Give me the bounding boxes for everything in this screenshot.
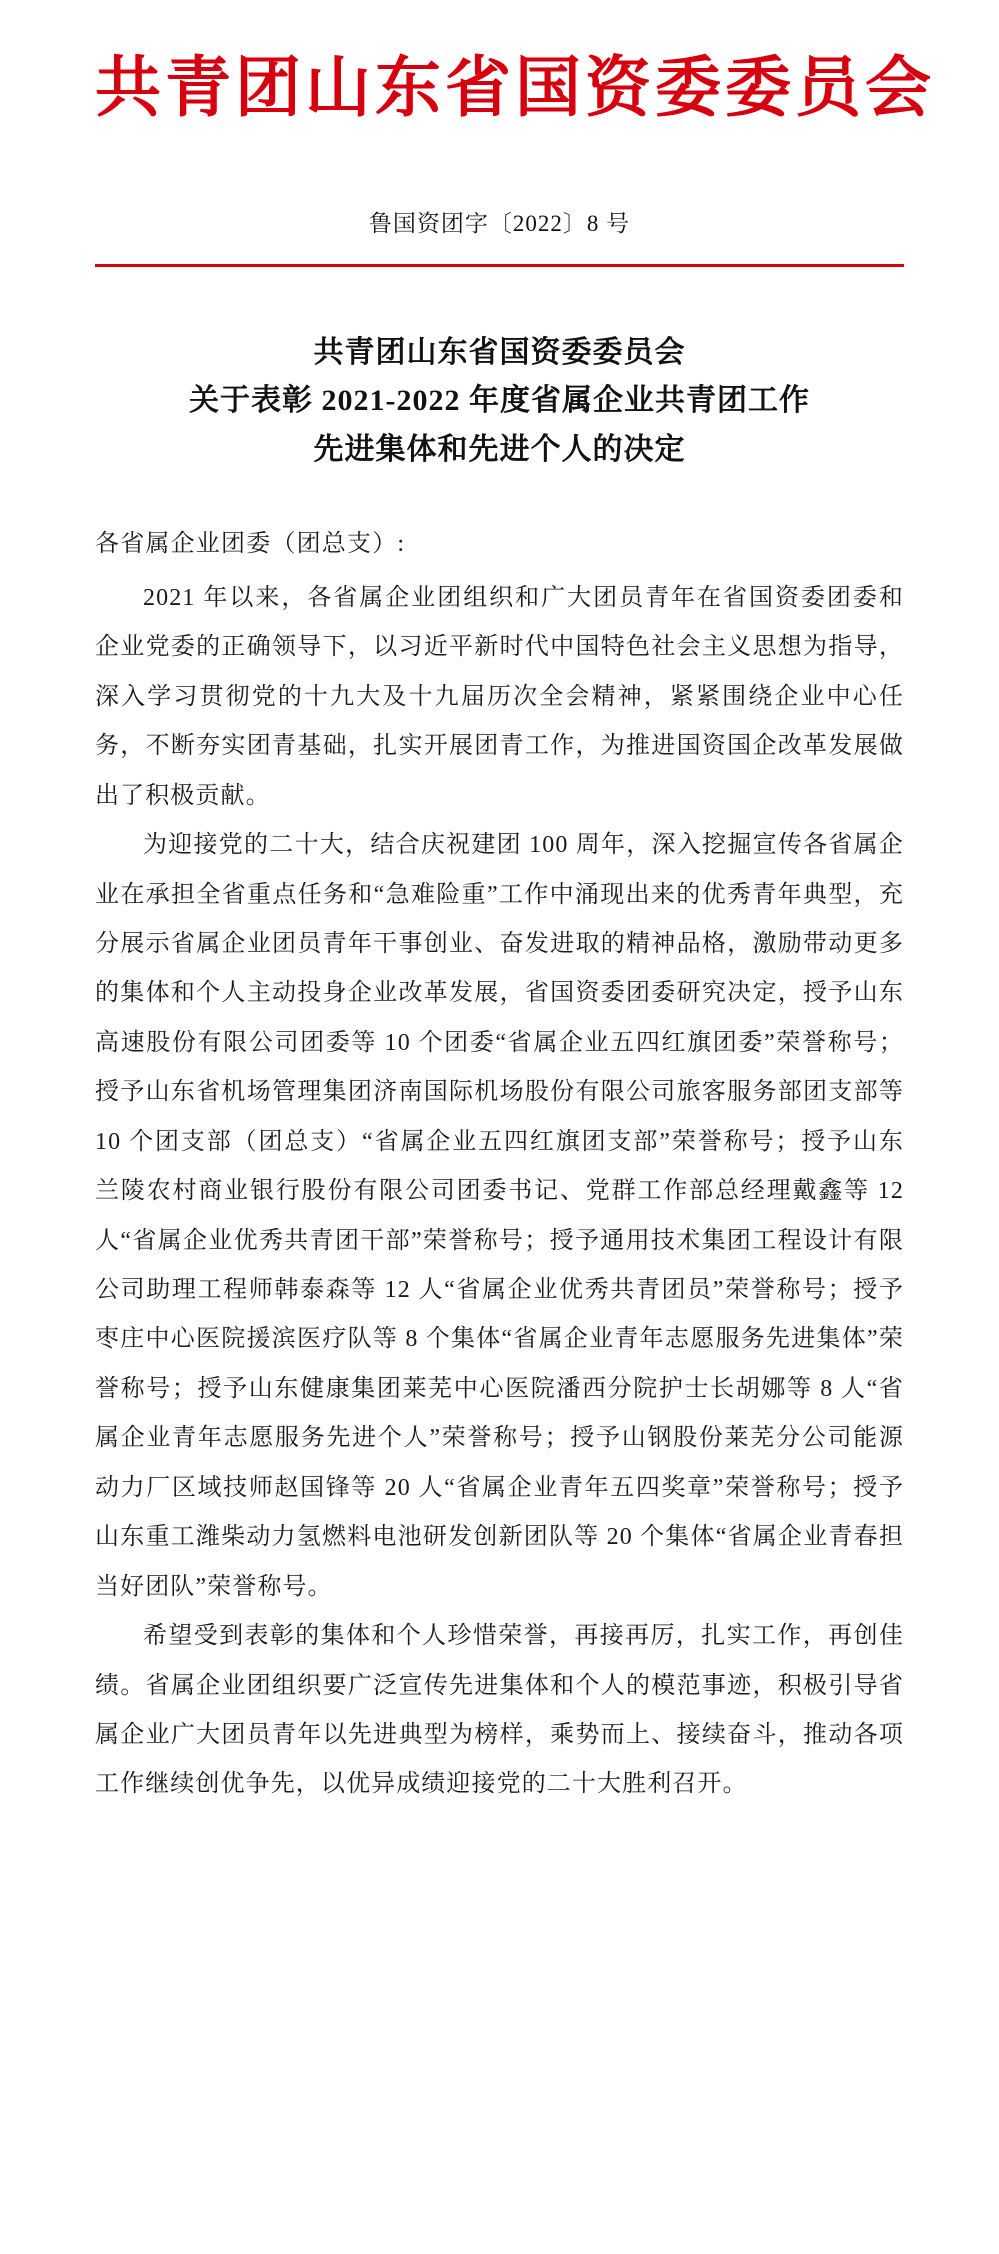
masthead-title: 共青团山东省国资委委员会 [95,52,935,125]
red-divider-rule [95,264,904,267]
document-title [95,329,904,475]
document-number: 鲁国资团字〔2022〕8 号 [368,210,631,236]
masthead [95,0,935,131]
document-title-line-3: 先进集体和先进个人的决定 [313,432,686,466]
body-paragraph-3: 希望受到表彰的集体和个人珍惜荣誉，再接再厉，扎实工作，再创佳绩。省属企业团组织要广泛宣传先进集体和个人的模范事迹，积极引导省属企业广大团员青年以先进典型为榜样，乘势而上、接续奋斗，推动各项工作继续创优争先，以优异成绩迎接党的二十大胜利召开。 [95,1623,904,1798]
document-title-line-2: 关于表彰 2021-2022 年度省属企业共青团工作 [189,384,810,418]
document-body [95,574,904,1810]
bottom-spacer [95,1810,904,1870]
body-paragraph-1: 2021 年以来，各省属企业团组织和广大团员青年在省国资委团委和企业党委的正确领导下，以习近平新时代中国特色社会主义思想为指导，深入学习贯彻党的十九大及十九届历次全会精神，紧紧围绕企业中心任务，不断夯实团青基础，扎实开展团青工作，为推进国资国企改革发展做出了积极贡献。 [95,584,904,809]
salutation: 各省属企业团委（团总支）: [95,531,406,558]
document-title-line-1: 共青团山东省国资委委员会 [313,335,686,369]
body-paragraph-2: 为迎接党的二十大，结合庆祝建团 100 周年，深入挖掘宣传各省属企业在承担全省重点任务和“急难险重”工作中涌现出来的优秀青年典型，充分展示省属企业团员青年干事创业、奋发进取的精神品格，激励带动更多的集体和个人主动投身企业改革发展，省国资委团委研究决定，授予山东高速股份有限公司团委等 10 个团委“省属企业五四红旗团委”荣誉称号；授予山东省机场管理集团济南国际机场股份有限公司旅客服务部团支部等 10 个团支部（团总支）“省属企业五四红旗团支部”荣誉称号；授予山东兰陵农村商业银行股份有限公司团委书记、党群工作部总经理戴鑫等 12 人“省属企业优秀共青团干部”荣誉称号；授予通用技术集团工程设计有限公司助理工程师韩泰森等 12 人“省属企业优秀共青团员”荣誉称号；授予枣庄中心医院援滨医疗队等 8 个集体“省属企业青年志愿服务先进集体”荣誉称号；授予山东健康集团莱芜中心医院潘西分院护士长胡娜等 8 人“省属企业青年志愿服务先进个人”荣誉称号；授予山钢股份莱芜分公司能源动力厂区域技师赵国锋等 20 人“省属企业青年五四奖章”荣誉称号；授予山东重工潍柴动力氢燃料电池研发创新团队等 20 个集体“省属企业青春担当好团队”荣誉称号。 [95,832,904,1600]
